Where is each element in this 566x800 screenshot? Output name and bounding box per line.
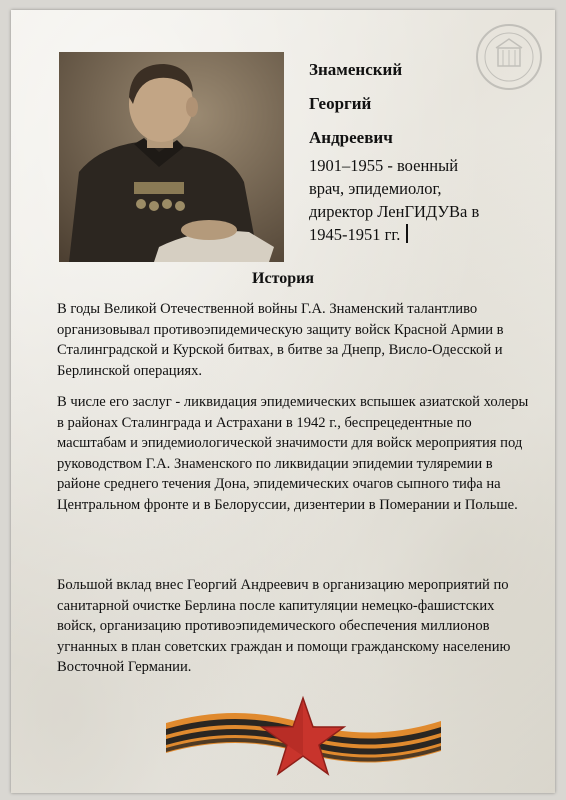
patronymic: Андреевич: [309, 128, 393, 147]
st-george-ribbon-star-icon: [166, 693, 441, 783]
paragraph-2: В числе его заслуг - ликвидация эпидемических вспышек азиатской холеры в районах Сталинграда и Астрахани в 1942 г., беспрецедентные по масштабам и эпидемиологической значимости для войск мероприятия под руководством Г.А. Знаменского по ликвидации эпидемии туляремии в районе среднего течения Дона, эпидемических очагов сыпного тифа на Центральном фронте и в Белоруссии, дизентерии в Померании и Польше.: [57, 394, 529, 513]
poster-page: [11, 10, 555, 793]
seal-watermark-icon: [474, 22, 544, 92]
text-cursor: [406, 224, 408, 243]
bio-line: врач, эпидемиолог,: [309, 179, 442, 198]
paragraph-1: В годы Великой Отечественной войны Г.А. Знаменский талантливо организовывал противоэпидемическую защиту войск Красной Армии в Сталинградской и Курской битвах, в битве за Днепр, Висло-Одесской и Берлинской операциях.: [57, 301, 504, 379]
paragraph-3: Большой вклад внес Георгий Андреевич в организацию мероприятий по санитарной очистке Берлина после капитуляции немецко-фашистских войск, организацию противоэпидемического обеспечения миллионов угнанных в план советских граждан и помощи гражданскому населению Восточной Германии.: [57, 577, 511, 675]
portrait-image: [59, 52, 284, 262]
bio-block: [309, 154, 541, 246]
surname: Знаменский: [309, 60, 403, 79]
section-title: История: [252, 270, 314, 287]
bio-line: 1945-1951 гг.: [309, 225, 401, 244]
bio-line: 1901–1955 - военный: [309, 156, 459, 175]
first-name: Георгий: [309, 94, 372, 113]
bio-line-last: [309, 223, 541, 246]
bio-line: директор ЛенГИДУВа в: [309, 202, 480, 221]
portrait-photo: [59, 52, 284, 262]
